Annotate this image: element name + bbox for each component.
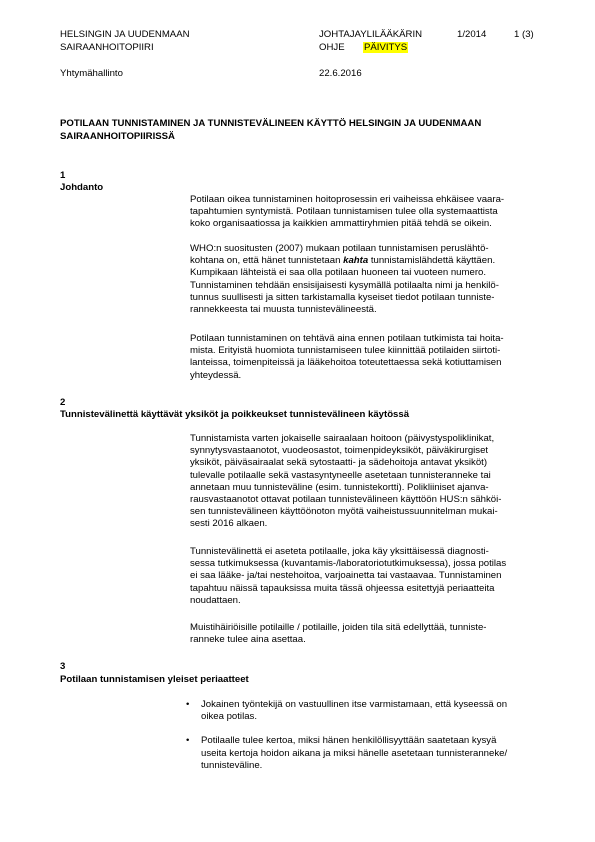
section-1-paragraph-3 — [190, 333, 562, 382]
text-line: noudattaen. — [190, 594, 241, 606]
text-line: Tunnistamista varten jokaiselle sairaalaan hoitoon (päivystyspoliklinikat, — [190, 433, 495, 444]
text-line: Potilaalle tulee kertoa, miksi hänen henkilöllisyyttään saatetaan kysyä — [201, 735, 497, 747]
section-1-heading: Johdanto — [60, 182, 104, 193]
section-1-paragraph-1 — [190, 194, 562, 231]
emphasized-word: kahta — [343, 255, 369, 267]
text-line: tulevalle potilaalle sekä vastasyntyneelle asetetaan tunnisteranneke tai — [190, 469, 491, 481]
document-title-line2: SAIRAANHOITOPIIRISSÄ — [60, 131, 175, 142]
text-line: useita kertoja hoidon aikana ja miksi hänelle asetetaan tunnisteranneke/ — [201, 747, 508, 759]
document-date: 22.6.2016 — [319, 68, 362, 79]
text-line: mista. Erityistä huomiota tunnistamiseen tulee kiinnittää potilaiden siirtoti- — [190, 345, 501, 357]
text-line: rausvastaanotot ottavat potilaan tunnistevälineen käyttöön HUS:n sähköi- — [190, 494, 502, 506]
organization-name-line1: HELSINGIN JA UUDENMAAN — [60, 29, 190, 40]
text-line: rannekkeesta tai muusta tunnistevälineestä. — [190, 304, 377, 316]
section-2-paragraph-1 — [190, 433, 562, 531]
text-segment: tunnistamislähdettä käyttäen. — [370, 255, 496, 267]
unit-name: Yhtymähallinto — [60, 68, 123, 79]
text-line: Potilaan oikea tunnistaminen hoitoprosessin eri vaiheissa ehkäisee vaara- — [190, 194, 505, 205]
principles-list — [186, 699, 566, 772]
section-1-number: 1 — [60, 170, 66, 181]
organization-name-line2: SAIRAANHOITOPIIRI — [60, 42, 154, 53]
text-line: WHO:n suositusten (2007) mukaan potilaan tunnistamisen peruslähtö- — [190, 243, 489, 254]
text-line: tunnus suullisesti ja sitten tarkistamalla kyseiset tiedot potilaan tunniste- — [190, 291, 495, 303]
list-item — [186, 735, 566, 772]
section-2-paragraph-2 — [190, 546, 562, 607]
text-line: tunnisteväline. — [201, 759, 263, 771]
text-line: tapahtuu näissä tapauksissa muita tässä ohjeessa esitettyjä periaatteita — [190, 582, 495, 594]
section-2-number: 2 — [60, 397, 66, 408]
section-1-paragraph-2 — [190, 243, 562, 316]
update-highlight-label: PÄIVITYS — [364, 42, 408, 53]
text-line: Muistihäiriöisille potilaille / potilaille, joiden tila sitä edellyttää, tunniste- — [190, 622, 487, 633]
document-title-line1: POTILAAN TUNNISTAMINEN JA TUNNISTEVÄLINEEN KÄYTTÖ HELSINGIN JA UUDENMAAN — [60, 118, 482, 129]
text-line: yksiköt, päiväsairaalat sekä sytostaatti- ja sädehoitoja antavat yksiköt) — [190, 457, 488, 469]
text-line: ranneke tulee aina asettaa. — [190, 634, 306, 646]
text-line: Potilaan tunnistaminen on tehtävä aina ennen potilaan tutkimista tai hoita- — [190, 333, 504, 344]
section-2-paragraph-3 — [190, 622, 562, 646]
document-type-line2: OHJE — [319, 42, 345, 53]
bullet-icon: • — [186, 699, 190, 710]
text-line: sessa tutkimuksessa (kuvantamis-/laboratoriotutkimuksessa), jossa potilas — [190, 558, 507, 570]
text-line: ei saa lääke- ja/tai nestehoitoa, varjoainetta tai vastaavaa. Tunnistaminen — [190, 570, 502, 582]
document-type-line1: JOHTAJAYLILÄÄKÄRIN — [319, 29, 423, 40]
list-item — [186, 699, 566, 723]
text-line: tapahtumien syntymistä. Potilaan tunnistamisen tulee olla systemaattista — [190, 206, 498, 218]
text-line-with-emphasis — [190, 255, 562, 267]
text-line: annetaan muu tunnisteväline (esim. tunnistekortti). Polikliiniset ajanva- — [190, 481, 489, 493]
text-line: Kumpikaan lähteistä ei saa olla potilaan huoneen tai vuoteen numero. — [190, 267, 487, 279]
bullet-icon: • — [186, 735, 190, 747]
section-3-heading: Potilaan tunnistamisen yleiset periaatteet — [60, 674, 249, 685]
text-segment: kohtana on, että hänet tunnistetaan — [190, 255, 341, 267]
text-line: Tunnistevälinettä ei aseteta potilaalle, joka käy yksittäisessä diagnosti- — [190, 546, 489, 557]
text-line: Jokainen työntekijä on vastuullinen itse varmistamaan, että kyseessä on — [201, 699, 508, 710]
text-line: yhteydessä. — [190, 369, 242, 381]
section-2-heading: Tunnistevälinettä käyttävät yksiköt ja poikkeukset tunnistevälineen käytössä — [60, 409, 410, 420]
page-number: 1 (3) — [514, 29, 534, 40]
text-line: lanteissa, toimenpiteissä ja lääkehoitoa toteutettaessa sekä kotiuttamisen — [190, 357, 502, 369]
document-number: 1/2014 — [457, 29, 487, 40]
text-line: synnytysvastaanotot, vuodeosastot, toimenpideyksiköt, päiväkirurgiset — [190, 445, 489, 457]
section-3-number: 3 — [60, 661, 66, 672]
text-line: sesti 2016 alkaen. — [190, 518, 268, 530]
text-line: oikea potilas. — [201, 711, 257, 723]
text-line: koko organisaatiossa ja kaikkien ammattiryhmien pitää tehdä se oikein. — [190, 218, 492, 230]
text-line: sen tunnistevälineen käyttöönoton myötä vaiheistussuunnitelman mukai- — [190, 506, 498, 518]
text-line: Tunnistaminen tehdään ensisijaisesti kysymällä potilaalta nimi ja henkilö- — [190, 279, 499, 291]
